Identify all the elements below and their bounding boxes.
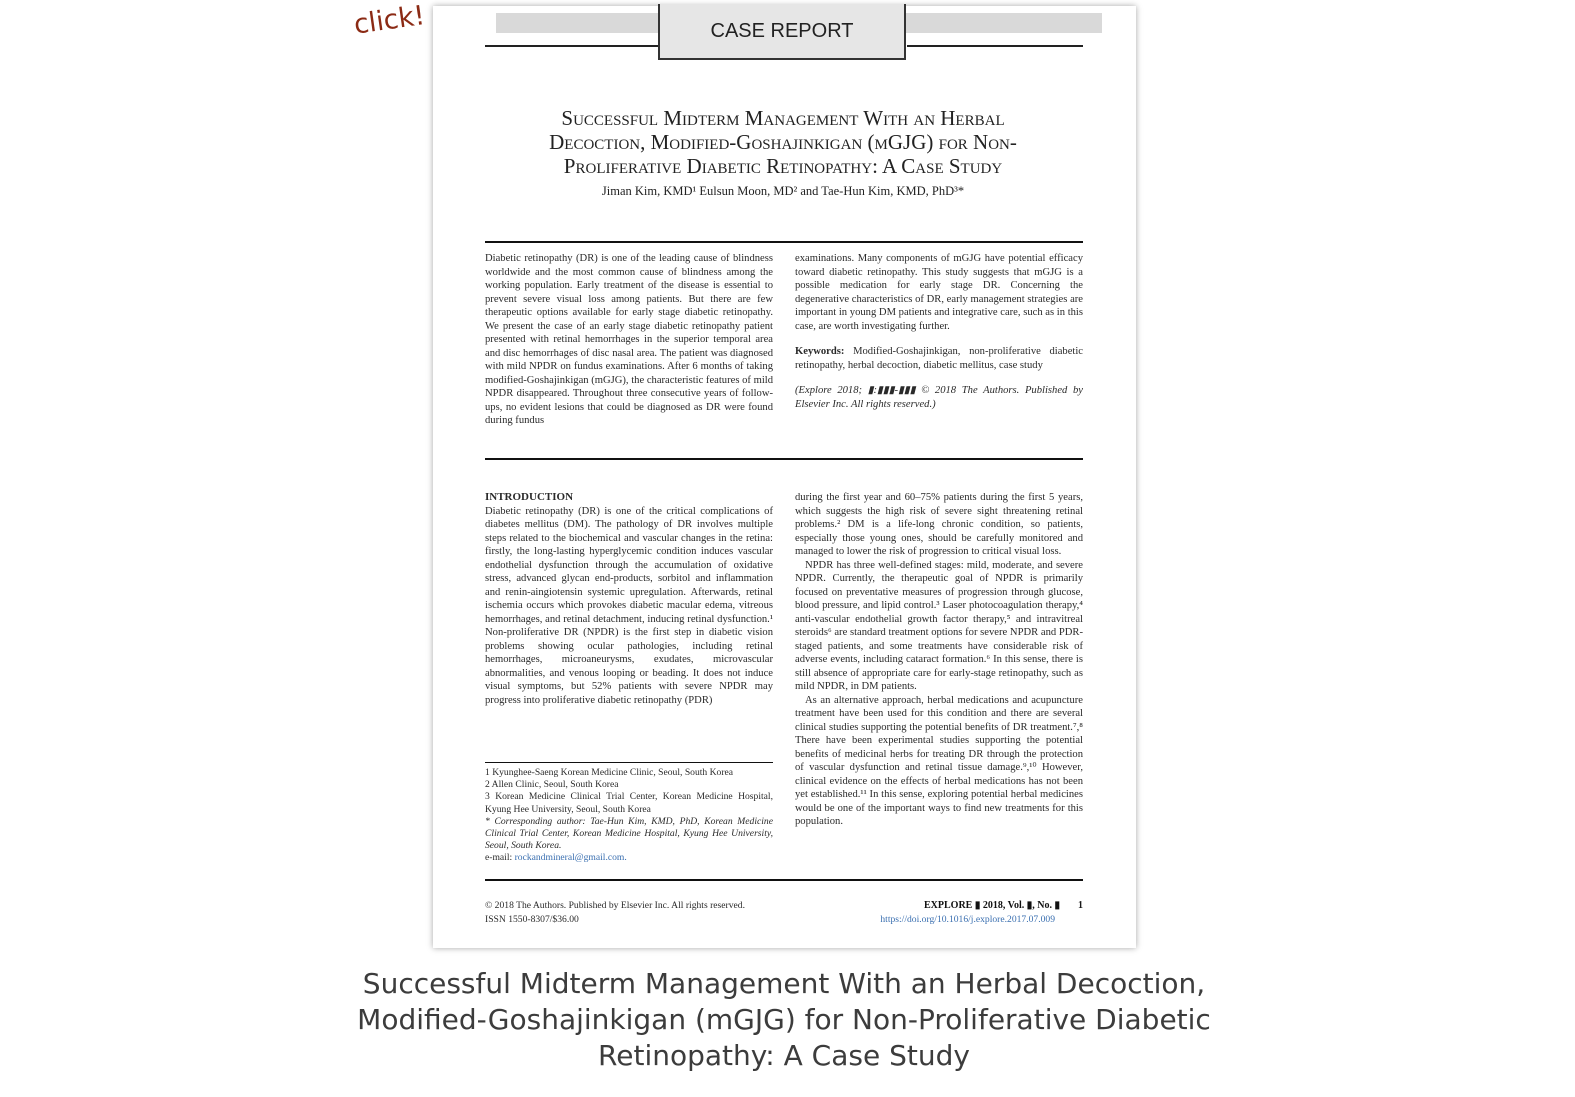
footer-journal: EXPLORE ▮ 2018, Vol. ▮, No. ▮ (924, 900, 1060, 911)
intro-right-column (795, 491, 1083, 829)
abstract-bottom-rule (485, 458, 1083, 460)
intro-text-left: Diabetic retinopathy (DR) is one of the critical complications of diabetes mellitus (DM). The pathology of DR involves multiple steps related to the biochemical and vascular changes in the retina: firstly, the long-lasting hyperglycemic condition induces vascular endothelial dysfunction through the accumulation of oxidative stress, advanced glycan end-products, sorbitol and inflammation and renin-aingiotensin systemic upregulation. Afterwards, retinal ischemia occurs which provokes diabetic macular edema, vitreous hemorrhages, and retinal detachment, inducing retinal dysfunction.¹ Non-proliferative DR (NPDR) is the first step in diabetic vision problems showing ocular pathologies, including retinal hemorrhages, microaneurysms, exudates, microvascular abnormalities, and venous looping or beading. It does not induce visual symptoms, but 52% patients with severe NPDR may progress into proliferative diabetic retinopathy (PDR) (485, 505, 773, 706)
footer-right (795, 899, 1083, 927)
intro-text-right-3: As an alternative approach, herbal medications and acupuncture treatment have been used for this condition and there are several clinical studies supporting the potential benefits of DR treatment.⁷,⁸ There have been experimental studies supporting the potential benefits of medicinal herbs for treating DR through the protection of vascular dysfunction and retinal tissue damage.⁹,¹⁰ However, clinical evidence on the effects of herbal medications has not been yet established.¹¹ In this sense, exploring potential herbal medicines would be one of the important ways to find new treatments for this population. (795, 694, 1083, 827)
footer-doi-link[interactable]: https://doi.org/10.1016/j.explore.2017.07.009 (880, 914, 1055, 925)
footnote-email (485, 852, 773, 864)
footnote-corresponding: * Corresponding author: Tae-Hun Kim, KMD, PhD, Korean Medicine Clinical Trial Center, Korean Medicine Hospital, Kyung Hee University, Seoul, South Korea. (485, 815, 773, 852)
keywords (795, 345, 1083, 372)
header-rule-left (485, 45, 663, 47)
intro-heading: INTRODUCTION (485, 491, 574, 503)
header-rule-right (907, 45, 1083, 47)
abstract-text-left: Diabetic retinopathy (DR) is one of the leading cause of blindness worldwide and the most common cause of blindness among the working population. Early treatment of the disease is essential to prevent severe visual loss among patients. But there are few therapeutic options available for early stage diabetic retinopathy. We present the case of an early stage diabetic retinopathy patient presented with retinal hemorrhages in the superior temporal area and disc hemorrhages of disc nasal area. The patient was diagnosed with mild NPDR on fundus examinations. After 6 months of taking modified-Goshajinkigan (mGJG), the characteristic features of mild NPDR disappeared. Throughout three consecutive years of follow-ups, no evident lesions that could be diagnosed as DR were found during fundus (485, 253, 773, 426)
paper-thumbnail[interactable] (433, 6, 1136, 948)
abstract-right-column (795, 252, 1083, 411)
click-hint-label[interactable]: click! (352, 0, 427, 41)
email-link[interactable]: rockandmineral@gmail.com. (514, 852, 627, 864)
email-label: e-mail: (485, 852, 513, 864)
intro-text-right-2: NPDR has three well-defined stages: mild, moderate, and severe NPDR. Currently, the therapeutic goal of NPDR is primarily focused on preventative measures of progression through glucose, blood pressure, and lipid control.³ Laser photocoagulation therapy,⁴ anti-vascular endothelial growth factor therapy,⁵ and intravitreal steroids⁶ are standard treatment options for severe NPDR and PDR-staged patients, and some treatments have considerable risk of adverse events, including cataract formation.⁶ In this sense, there is still absence of appropriate care for early-stage retinopathy, such as mild NPDR, in DM patients. (795, 559, 1083, 692)
intro-left-column (485, 491, 773, 707)
footnote-rule (485, 762, 773, 763)
keywords-text: Modified-Goshajinkigan, non-proliferative diabetic retinopathy, herbal decoction, diabetic mellitus, case study (795, 346, 1083, 371)
footer-page-number: 1 (1078, 900, 1083, 911)
footnote-1: 1 Kyunghee-Saeng Korean Medicine Clinic, Seoul, South Korea (485, 767, 734, 778)
citation-line: (Explore 2018; ▮:▮▮▮-▮▮▮ © 2018 The Authors. Published by Elsevier Inc. All rights reserved.) (795, 385, 1083, 410)
footer-left (485, 899, 745, 927)
abstract-left-column (485, 252, 773, 428)
footnotes (485, 762, 773, 865)
abstract-text-right: examinations. Many components of mGJG have potential efficacy toward diabetic retinopathy. This study suggests that mGJG is a possible medication for early stage DR. Concerning the degenerative characteristics of DR, early management strategies are important in young DM patients and integrative care, such as in this case, are worth investigating further. (795, 253, 1083, 332)
thumbnail-caption[interactable]: Successful Midterm Management With an Herbal Decoction, Modified-Goshajinkigan (mGJG) for Non-Proliferative Diabetic Retinopathy: A Case Study (357, 967, 1211, 1072)
intro-text-right-1: during the first year and 60–75% patients during the first 5 years, which suggests the high risk of severe sight threatening retinal problems.² DM is a life-long chronic condition, so patients, especially those young ones, should be carefully monitored and managed to lower the risk of progression to critical visual loss. (795, 492, 1083, 557)
section-label: CASE REPORT (658, 4, 906, 60)
footer-copyright: © 2018 The Authors. Published by Elsevier Inc. All rights reserved. (485, 900, 745, 911)
paper-title: Successful Midterm Management With an Herbal Decoction, Modified-Goshajinkigan (mGJG) for Non-Proliferative Diabetic Retinopathy: A Case Study (549, 106, 1017, 178)
footnote-2: 2 Allen Clinic, Seoul, South Korea (485, 779, 619, 791)
footer-issn: ISSN 1550-8307/$36.00 (485, 914, 579, 925)
keywords-label: Keywords: (795, 346, 845, 357)
footnote-3: 3 Korean Medicine Clinical Trial Center, Korean Medicine Hospital, Kyung Hee University, Seoul, South Korea (485, 791, 773, 815)
footer-rule (485, 879, 1083, 881)
abstract-top-rule (485, 241, 1083, 243)
paper-authors: Jiman Kim, KMD¹ Eulsun Moon, MD² and Tae-Hun Kim, KMD, PhD³* (601, 184, 965, 198)
